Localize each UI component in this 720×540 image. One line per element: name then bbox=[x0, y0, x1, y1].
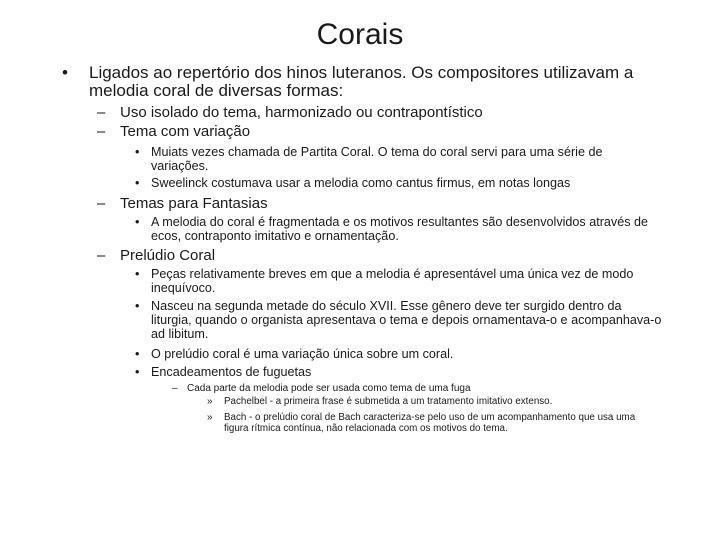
item-pachelbel: Pachelbel - a primeira frase é submetida a um tratamento imitativo extenso. bbox=[224, 396, 553, 407]
raquo-marker: » bbox=[207, 412, 213, 423]
item-cada-parte: Cada parte da melodia pode ser usada como tema de uma fuga bbox=[187, 383, 471, 394]
bullet-level1: Ligados ao repertório dos hinos luteranos. Os compositores utilizavam a melodia coral de diversas formas: bbox=[89, 63, 634, 100]
item-sweelinck: Sweelinck costumava usar a melodia como cantus firmus, em notas longas bbox=[151, 176, 571, 190]
item-melodia-fragmentada: A melodia do coral é fragmentada e os motivos resultantes são desenvolvidos através de ecos, contraponto imitativo e ornamentação. bbox=[151, 215, 649, 243]
item-variacao-unica: O prelúdio coral é uma variação única sobre um coral. bbox=[151, 347, 454, 361]
bullet-marker: • bbox=[135, 215, 140, 229]
item-nasceu: Nasceu na segunda metade do século XVII. Esse gênero deve ter surgido dentro da liturgia, quando o organista apresentava o tema e depois ornamentava-o e acompanhava-o ad libitum. bbox=[151, 299, 662, 341]
item-bach: Bach - o prelúdio coral de Bach caracteriza-se pelo uso de um acompanhamento que usa uma figura rítmica contínua, não relacionada com os motivos do tema. bbox=[224, 412, 636, 434]
bullet-marker: • bbox=[135, 145, 140, 159]
item-encadeamentos: Encadeamentos de fuguetas bbox=[151, 365, 312, 379]
item-temas-fantasias: Temas para Fantasias bbox=[120, 195, 268, 212]
bullet-marker: • bbox=[135, 267, 140, 281]
raquo-marker: » bbox=[207, 396, 213, 407]
dash-marker: – bbox=[97, 104, 106, 121]
item-uso-isolado: Uso isolado do tema, harmonizado ou contrapontístico bbox=[120, 104, 483, 121]
item-pecas: Peças relativamente breves em que a melodia é apresentável uma única vez de modo inequívoco. bbox=[151, 267, 634, 295]
item-tema-variacao: Tema com variação bbox=[120, 123, 251, 140]
bullet-marker: • bbox=[135, 299, 140, 313]
item-preludio-coral: Prelúdio Coral bbox=[120, 247, 216, 264]
dash-marker: – bbox=[97, 123, 106, 140]
bullet-marker: • bbox=[135, 176, 140, 190]
bullet-marker: • bbox=[135, 365, 140, 379]
dash-marker: – bbox=[97, 195, 106, 212]
bullet-marker: • bbox=[62, 63, 68, 82]
dash-marker: – bbox=[172, 383, 178, 394]
bullet-marker: • bbox=[135, 347, 140, 361]
dash-marker: – bbox=[97, 247, 106, 264]
slide-title: Corais bbox=[316, 18, 404, 51]
item-muiats: Muiats vezes chamada de Partita Coral. O tema do coral servi para uma série de variações. bbox=[151, 145, 603, 173]
